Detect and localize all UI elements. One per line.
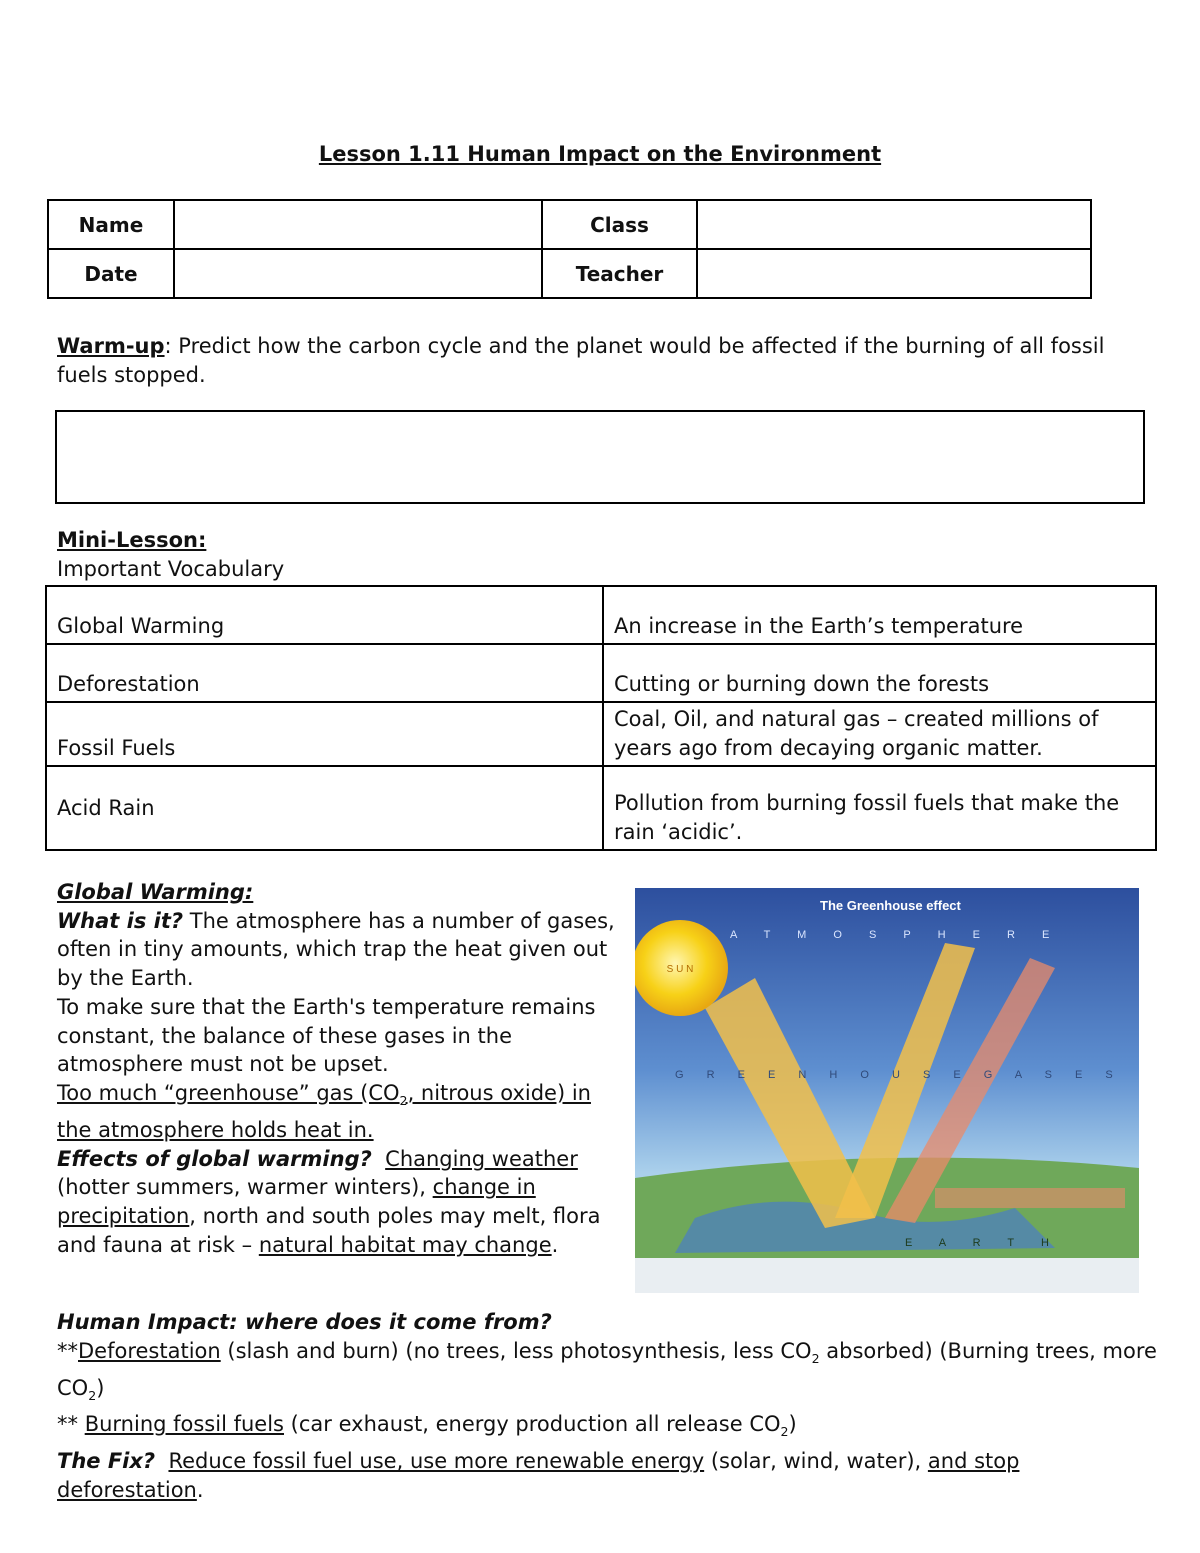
vocab-term: Acid Rain [46,766,603,850]
effects-text: Effects of global warming? Changing weather (hotter summers, warmer winters), change in precipitation, north and south poles may melt, flora and fauna at risk – natural habitat may change. [57,1146,601,1257]
what-is-it-question: What is it? [57,908,184,933]
name-field[interactable] [174,200,542,249]
global-warming-heading: Global Warming: [57,880,254,904]
what-is-it-answer: The atmosphere has a number of gases, often in tiny amounts, which trap the heat given out by the Earth. [57,908,615,991]
vocab-term: Deforestation [46,644,603,702]
caption-strip [635,1258,1139,1293]
warmup-answer-box[interactable] [55,410,1145,504]
name-label: Name [48,200,174,249]
trapped-heat-arrow [935,1188,1125,1208]
warmup-prompt: : Predict how the carbon cycle and the planet would be affected if the burning of all fossil fuels stopped. [57,334,1105,387]
vocab-subheading: Important Vocabulary [57,557,285,581]
class-label: Class [542,200,697,249]
too-much-greenhouse-text: Too much “greenhouse” gas ($CO_2$, nitrous oxide) in the atmosphere holds heat in. [57,1080,591,1142]
teacher-label: Teacher [542,249,697,298]
vocab-table [45,585,1157,851]
human-impact-section [57,1308,1157,1505]
deforestation-line: **Deforestation (slash and burn) (no trees, less photosynthesis, less $CO_2$ absorbed) (Burning trees, more $CO_2$) [57,1338,1157,1403]
date-label: Date [48,249,174,298]
earth-label: E A R T H [905,1237,1061,1249]
figure-title: The Greenhouse effect [820,898,961,913]
greenhouse-gases-label: G R E E N H O U S E G A S E S [675,1069,1123,1081]
sun-label: S U N [666,964,694,975]
global-warming-section [57,878,622,1259]
atmosphere-label: A T M O S P H E R E [730,929,1062,941]
student-info-table [47,199,1092,299]
mini-lesson-heading: Mini-Lesson: [57,528,207,552]
warmup-label: Warm-up [57,334,165,358]
fossil-fuels-line: ** Burning fossil fuels (car exhaust, energy production all release $CO_2$) [57,1412,797,1440]
teacher-field[interactable] [697,249,1091,298]
balance-text: To make sure that the Earth's temperature remains constant, the balance of these gases in the atmosphere must not be upset. [57,994,596,1077]
date-field[interactable] [174,249,542,298]
page-title: Lesson 1.11 Human Impact on the Environment [318,142,882,166]
human-impact-heading: Human Impact: where does it come from? [57,1310,552,1334]
vocab-term: Global Warming [46,586,603,644]
vocab-definition: Pollution from burning fossil fuels that make the rain ‘acidic’. [603,766,1156,850]
warmup-section [57,332,1157,390]
vocab-definition: An increase in the Earth’s temperature [603,586,1156,644]
class-field[interactable] [697,200,1091,249]
fix-line: The Fix? Reduce fossil fuel use, use more renewable energy (solar, wind, water), and stop deforestation. [57,1449,1020,1503]
vocab-term: Fossil Fuels [46,702,603,766]
greenhouse-effect-figure [635,888,1139,1293]
vocab-definition: Cutting or burning down the forests [603,644,1156,702]
vocab-definition: Coal, Oil, and natural gas – created millions of years ago from decaying organic matter. [603,702,1156,766]
